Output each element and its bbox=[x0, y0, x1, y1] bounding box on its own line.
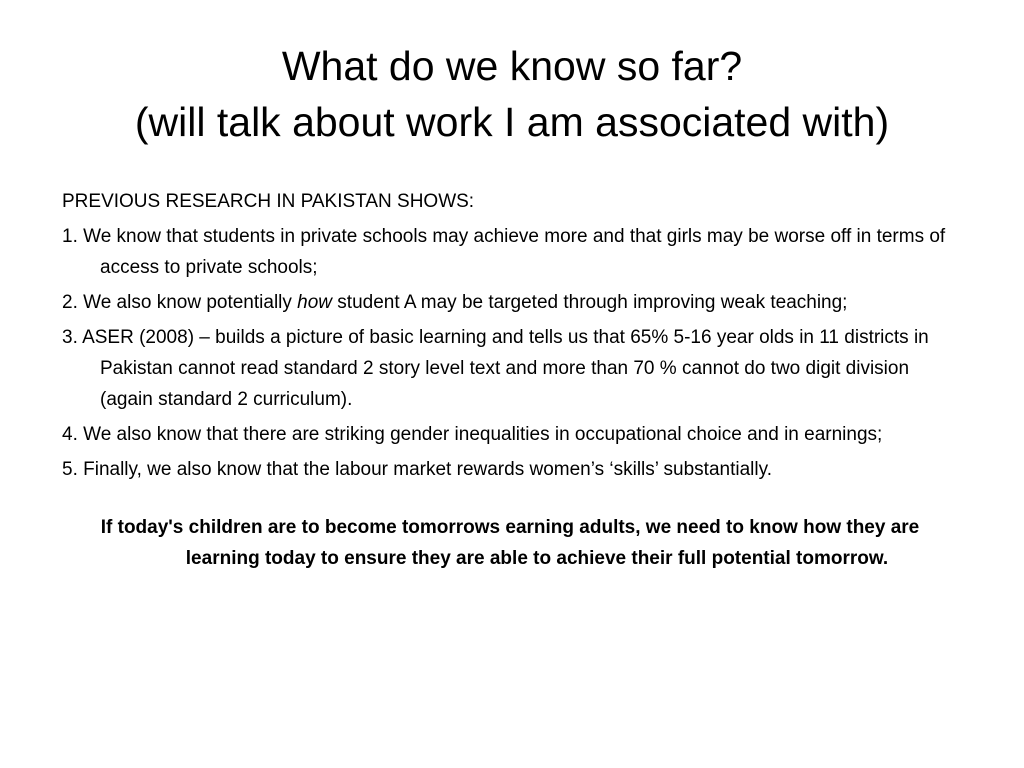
point-2-after: student A may be targeted through improving weak teaching; bbox=[332, 292, 848, 313]
point-1: 1. We know that students in private schools may achieve more and that girls may be worse off in terms of access to private schools; bbox=[62, 226, 946, 278]
conclusion-statement: If today's children are to become tomorrows earning adults, we need to know how they are learning today to ensure they are able to achieve their full potential tomorrow. bbox=[100, 517, 920, 569]
title-line-1: What do we know so far? bbox=[281, 43, 743, 89]
point-2-before: 2. We also know potentially bbox=[62, 292, 298, 313]
point-2-emphasis: how bbox=[297, 292, 333, 313]
point-5: 5. Finally, we also know that the labour market rewards women’s ‘skills’ substantially. bbox=[62, 459, 772, 480]
point-4: 4. We also know that there are striking gender inequalities in occupational choice and in earnings; bbox=[62, 424, 883, 445]
title-line-2: (will talk about work I am associated with) bbox=[134, 99, 890, 145]
point-2 bbox=[62, 287, 962, 318]
slide-body bbox=[62, 186, 962, 578]
slide-title bbox=[40, 38, 984, 150]
point-3: 3. ASER (2008) – builds a picture of basic learning and tells us that 65% 5-16 year olds in 11 districts in Pakistan cannot read standard 2 story level text and more than 70 % cannot do two digit division (again standard 2 curriculum). bbox=[62, 327, 929, 410]
section-heading: PREVIOUS RESEARCH IN PAKISTAN SHOWS: bbox=[62, 191, 475, 212]
